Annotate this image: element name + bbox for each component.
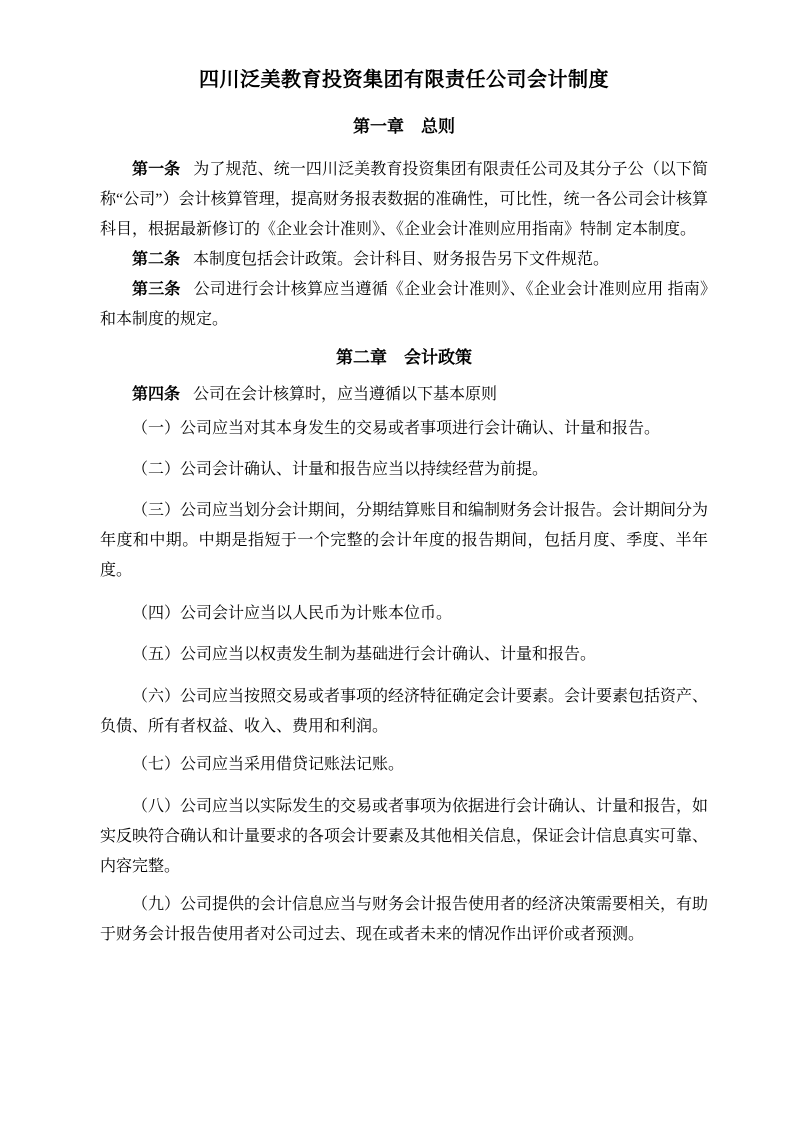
article-4-text: 公司在会计核算时，应当遵循以下基本原则: [193, 386, 498, 403]
principle-item-4: （四）公司会计应当以人民币为计账本位币。: [132, 605, 453, 622]
article-3-text: 公司进行会计核算应当遵循《企业会计准则》、《企业会计准则应用 指南》和本制度的规定。: [100, 281, 708, 328]
principle-item-2: （二）公司会计确认、计量和报告应当以持续经营为前提。: [132, 461, 549, 478]
article-3-label: 第三条: [132, 281, 181, 298]
article-2: [100, 245, 708, 275]
chapter-2-heading: 第二章 会计政策: [336, 348, 472, 367]
principle-item-7: （七）公司应当采用借贷记账法记账。: [132, 756, 405, 773]
principle-item-1: （一）公司应当对其本身发生的交易或者事项进行会计确认、计量和报告。: [132, 420, 661, 437]
article-1: [100, 155, 708, 245]
chapter-1-heading: 第一章 总则: [353, 117, 455, 136]
principle-item-9: （九）公司提供的会计信息应当与财务会计报告使用者的经济决策需要相关，有助于财务会计报告使用者对公司过去、现在或者未来的情况作出评价或者预测。: [100, 896, 709, 943]
article-1-text: 为了规范、统一四川泛美教育投资集团有限责任公司及其分子公（以下简称“公司”）会计核算管理，提高财务报表数据的准确性，可比性，统一各公司会计核算科目，根据最新修订的《企业会计准则》、《企业会计准则应用指南》特制 定本制度。: [100, 161, 708, 238]
article-4: [100, 380, 708, 410]
article-2-text: 本制度包括会计政策。会计科目、财务报告另下文件规范。: [193, 251, 610, 268]
article-1-label: 第一条: [132, 161, 181, 178]
article-3: [100, 275, 708, 335]
principle-item-5: （五）公司应当以权责发生制为基础进行会计确认、计量和报告。: [132, 646, 597, 663]
principle-item-6: （六）公司应当按照交易或者事项的经济特征确定会计要素。会计要素包括资产、负债、所有者权益、收入、费用和利润。: [100, 688, 709, 735]
article-4-label: 第四条: [132, 386, 181, 403]
principle-item-3: （三）公司应当划分会计期间，分期结算账目和编制财务会计报告。会计期间分为年度和中期。中期是指短于一个完整的会计年度的报告期间，包括月度、季度、半年度。: [100, 502, 709, 579]
principle-item-8: （八）公司应当以实际发生的交易或者事项为依据进行会计确认、计量和报告，如实反映符合确认和计量要求的各项会计要素及其他相关信息，保证会计信息真实可靠、内容完整。: [100, 798, 709, 875]
article-2-label: 第二条: [132, 251, 181, 268]
document-title: 四川泛美教育投资集团有限责任公司会计制度: [199, 69, 609, 91]
